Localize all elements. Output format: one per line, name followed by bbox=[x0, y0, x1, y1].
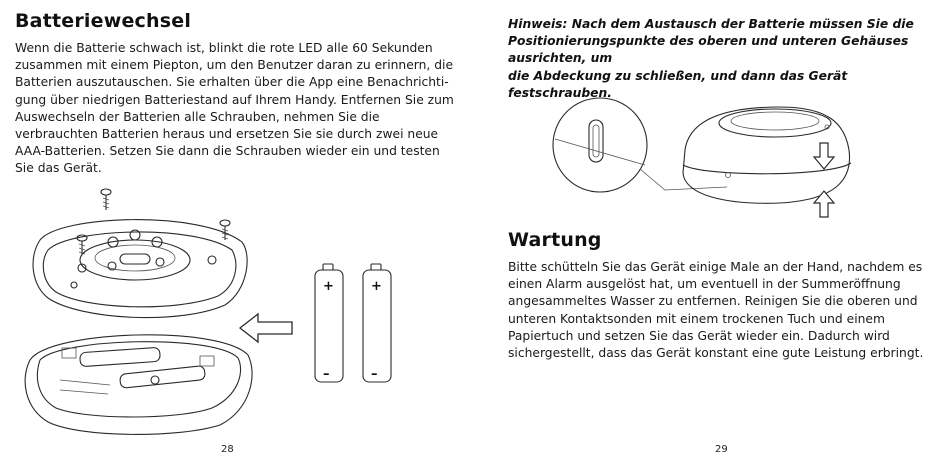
paragraph-line: Auswechseln der Batterien alle Schrauben, nehmen Sie die bbox=[15, 109, 380, 124]
alignment-note bbox=[508, 16, 948, 102]
device-disassembly-illustration bbox=[0, 180, 280, 435]
aaa-batteries-illustration bbox=[312, 262, 402, 387]
page-number: 28 bbox=[221, 444, 234, 455]
paragraph-line: Bitte schütteln Sie das Gerät einige Male an der Hand, nachdem es bbox=[508, 260, 923, 274]
alignment-illustration bbox=[545, 95, 885, 220]
paragraph-line: zusammen mit einem Piepton, um den Benutzer daran zu erinnern, die bbox=[15, 58, 454, 73]
paragraph-line: einen Alarm ausgelöst hat, um eventuell in der Summeröffnung bbox=[508, 277, 901, 292]
battery-icon bbox=[363, 264, 391, 382]
battery-change-heading: Batteriewechsel bbox=[15, 10, 192, 32]
battery-minus-mark: – bbox=[323, 367, 330, 382]
paragraph-line: unteren Kontaktsonden mit einem trockenen Tuch und einem bbox=[508, 311, 885, 326]
paragraph-line: Papiertuch und setzen Sie das Gerät wieder ein. Dadurch wird bbox=[508, 328, 890, 343]
note-line: die Abdeckung zu schließen, und dann das Gerät festschrauben. bbox=[508, 68, 848, 100]
screw-icon bbox=[101, 189, 111, 210]
page-number: 29 bbox=[715, 444, 728, 455]
arrow-left-icon bbox=[238, 312, 294, 344]
maintenance-paragraph bbox=[508, 259, 948, 362]
note-line: Positionierungspunkte des oberen und unteren Gehäuses ausrichten, um bbox=[508, 34, 909, 66]
maintenance-heading: Wartung bbox=[508, 229, 602, 251]
battery-plus-mark: + bbox=[371, 279, 382, 294]
paragraph-line: Wenn die Batterie schwach ist, blinkt die rote LED alle 60 Sekunden bbox=[15, 41, 433, 55]
paragraph-line: gung über niedrigen Batteriestand auf Ihrem Handy. Entfernen Sie zum bbox=[15, 92, 454, 107]
battery-plus-mark: + bbox=[323, 279, 334, 294]
paragraph-line: verbrauchten Batterien heraus und ersetzen Sie sie durch zwei neue bbox=[15, 127, 439, 142]
battery-change-paragraph bbox=[15, 40, 465, 178]
paragraph-line: angesammeltes Wasser zu entfernen. Reinigen Sie die oberen und bbox=[508, 294, 918, 309]
upper-housing bbox=[33, 220, 247, 318]
arrow-up-icon bbox=[814, 191, 834, 217]
note-line: Hinweis: Nach dem Austausch der Batterie müssen Sie die bbox=[508, 17, 914, 31]
battery-icon bbox=[315, 264, 343, 382]
arrow-down-icon bbox=[814, 143, 834, 169]
paragraph-line: AAA-Batterien. Setzen Sie dann die Schrauben wieder ein und testen bbox=[15, 144, 440, 159]
battery-minus-mark: – bbox=[371, 367, 378, 382]
magnified-detail bbox=[553, 98, 647, 192]
paragraph-line: Sie das Gerät. bbox=[15, 161, 102, 176]
paragraph-line: sichergestellt, dass das Gerät konstant eine gute Leistung erbringt. bbox=[508, 346, 924, 361]
screw-icon bbox=[220, 220, 230, 240]
paragraph-line: Batterien auszutauschen. Sie erhalten über die App eine Benachrichti- bbox=[15, 75, 449, 90]
lower-housing bbox=[25, 335, 252, 435]
right-page bbox=[475, 0, 950, 455]
